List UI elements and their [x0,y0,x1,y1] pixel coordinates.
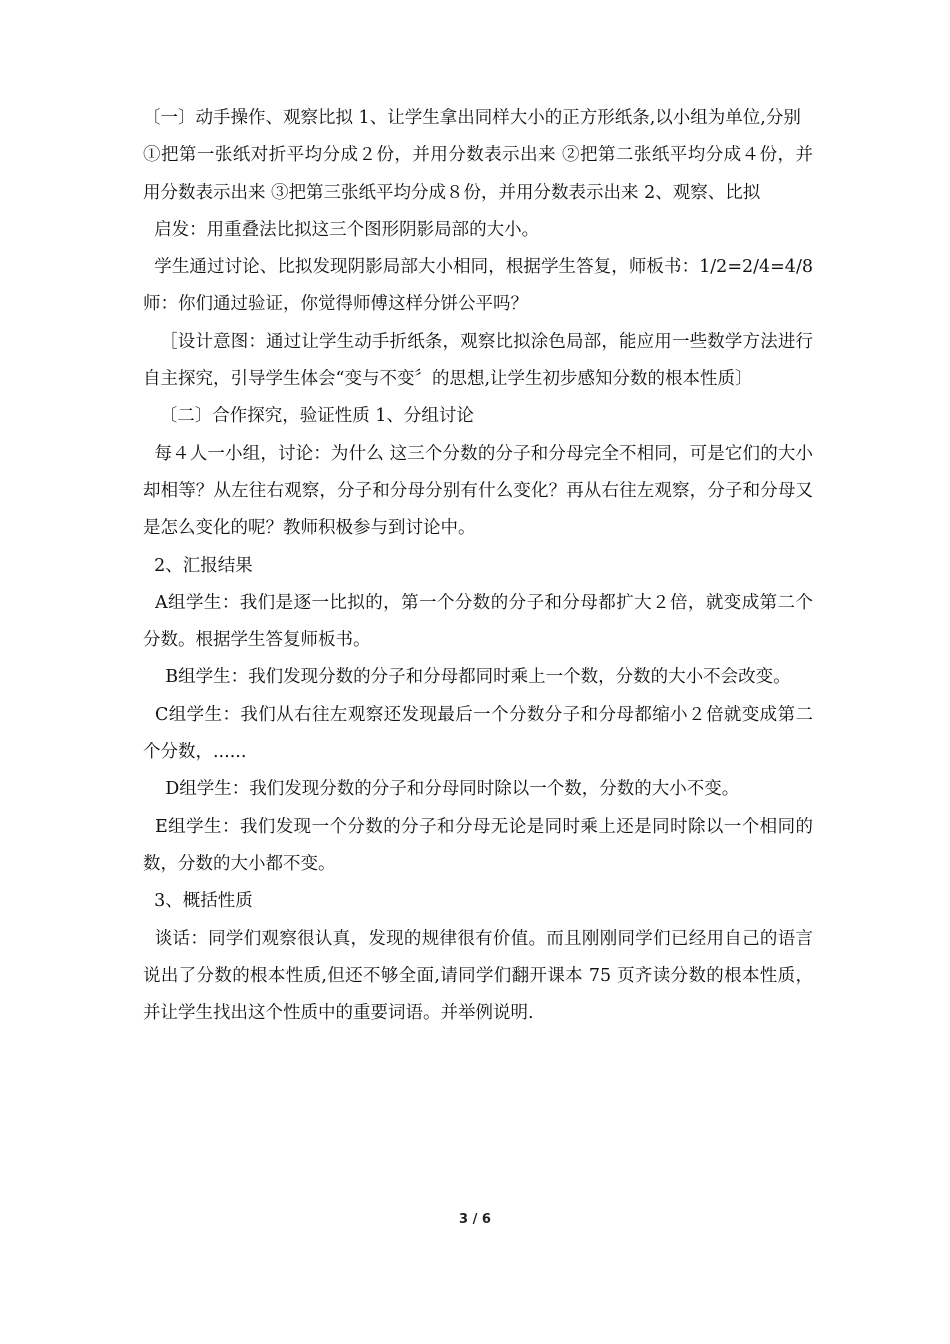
paragraph-discussion-board: 学生通过讨论、比拟发现阴影局部大小相同，根据学生答复，师板书：1/2=2/4=4/8 师：你们通过验证，你觉得师傅这样分饼公平吗？ [143,257,819,315]
paragraph-group-d: D组学生：我们发现分数的分子和分母同时除以一个数，分数的大小不变。 [143,779,740,800]
paragraph-activity-one: 〔一〕动手操作、观察比拟 1、让学生拿出同样大小的正方形纸条,以小组为单位,分别 [143,108,801,128]
paragraph-hint: 启发：用重叠法比拟这三个图形阴影局部的大小。 [143,219,540,240]
paragraph-summary-heading: 3、概括性质 [143,891,253,912]
body-text [143,100,819,1032]
paragraph-activity-two: 〔二〕合作探究，验证性质 1、分组讨论 [143,406,474,427]
paragraph-group-a: A组学生：我们是逐一比拟的，第一个分数的分子和分母都扩大２倍，就变成第二个分数。根据学生答复师板书。 [143,592,813,651]
paragraph-folding-steps: ①把第一张纸对折平均分成２份，并用分数表示出来 ②把第二张纸平均分成４份，并用分数表示出来 ③把第三张纸平均分成８份，并用分数表示出来 2、观察、比拟 [143,145,813,203]
paragraph-group-b: B组学生：我们发现分数的分子和分母都同时乘上一个数，分数的大小不会改变。 [143,667,791,688]
paragraph-group-discussion: 每４人一小组，讨论：为什么 这三个分数的分子和分母完全不相同，可是它们的大小却相等？从左往右观察，分子和分母分别有什么变化？再从右往左观察，分子和分母又是怎么变化的呢？教师积极参与到讨论中。 [143,443,813,539]
page-number: 3 / 6 [459,1212,491,1227]
paragraph-design-intent: ［设计意图：通过让学生动手折纸条，观察比拟涂色局部，能应用一些数学方法进行自主探究，引导学生体会“变与不变〞的思想,让学生初步感知分数的根本性质〕 [143,331,813,390]
paragraph-group-e: E组学生：我们发现一个分数的分子和分母无论是同时乘上还是同时除以一个相同的数，分数的大小都不变。 [143,816,813,874]
paragraph-talk: 谈话：同学们观察很认真，发现的规律很有价值。而且刚刚同学们已经用自己的语言说出了分数的根本性质,但还不够全面,请同学们翻开课本 75 页齐读分数的根本性质，并让学生找出这个性质中的重要词语。并举例说明. [143,928,813,1024]
paragraph-report-heading: 2、汇报结果 [143,555,253,576]
paragraph-group-c: C组学生：我们从右往左观察还发现最后一个分数分子和分母都缩小２倍就变成第二个分数，...... [143,704,813,763]
